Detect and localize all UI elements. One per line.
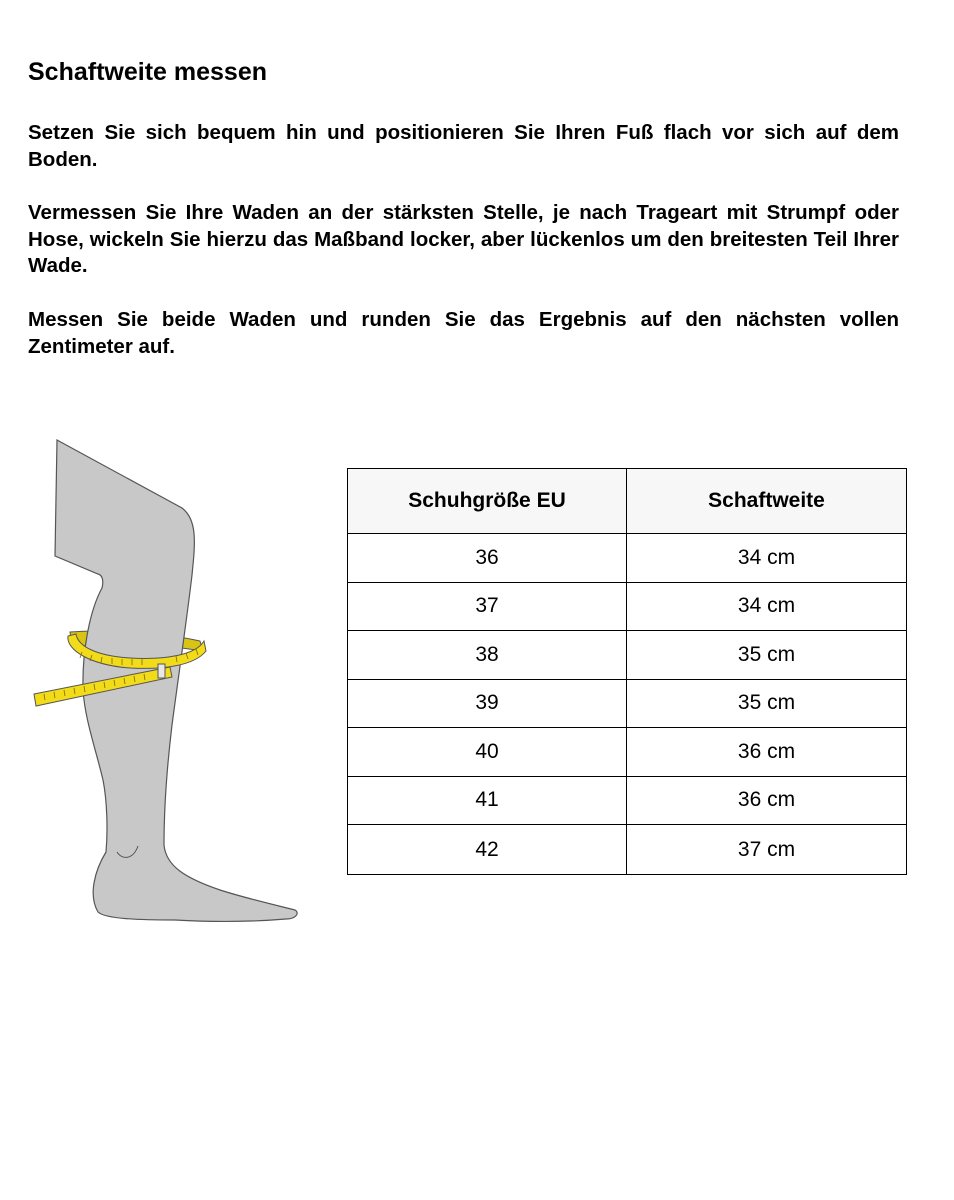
table-row <box>348 728 907 777</box>
table-header-row <box>348 469 907 534</box>
measuring-tape-clip <box>158 664 165 678</box>
shaft-width-cell: 36 cm <box>627 728 907 777</box>
leg-shape <box>55 440 297 921</box>
shoe-size-cell: 42 <box>348 825 627 875</box>
table-row <box>348 582 907 631</box>
instruction-paragraph-2: Vermessen Sie Ihre Waden an der stärksten Stelle, je nach Trageart mit Strumpf oder Hose, wickeln Sie hierzu das Maßband locker, aber lückenlos um den breitesten Teil Ihrer Wade. <box>28 201 899 277</box>
size-chart-table <box>347 468 907 875</box>
shoe-size-cell: 40 <box>348 728 627 777</box>
shaft-width-cell: 36 cm <box>627 776 907 825</box>
table-row <box>348 679 907 728</box>
shaft-width-cell: 35 cm <box>627 631 907 680</box>
table-row <box>348 776 907 825</box>
table-row <box>348 631 907 680</box>
shoe-size-cell: 37 <box>348 582 627 631</box>
table-row <box>348 825 907 875</box>
header-shoe-size: Schuhgröße EU <box>348 469 627 534</box>
shoe-size-cell: 41 <box>348 776 627 825</box>
page-title: Schaftweite messen <box>28 58 267 86</box>
shaft-width-cell: 37 cm <box>627 825 907 875</box>
shoe-size-cell: 36 <box>348 534 627 583</box>
table-row <box>348 534 907 583</box>
shoe-size-cell: 38 <box>348 631 627 680</box>
instruction-paragraph-1: Setzen Sie sich bequem hin und positionieren Sie Ihren Fuß flach vor sich auf dem Boden. <box>28 121 899 171</box>
instruction-paragraph-3: Messen Sie beide Waden und runden Sie das Ergebnis auf den nächsten vollen Zentimeter auf. <box>28 308 899 358</box>
shaft-width-cell: 35 cm <box>627 679 907 728</box>
shaft-width-cell: 34 cm <box>627 534 907 583</box>
shaft-width-cell: 34 cm <box>627 582 907 631</box>
leg-measurement-illustration <box>24 435 304 930</box>
shoe-size-cell: 39 <box>348 679 627 728</box>
header-shaft-width: Schaftweite <box>627 469 907 534</box>
